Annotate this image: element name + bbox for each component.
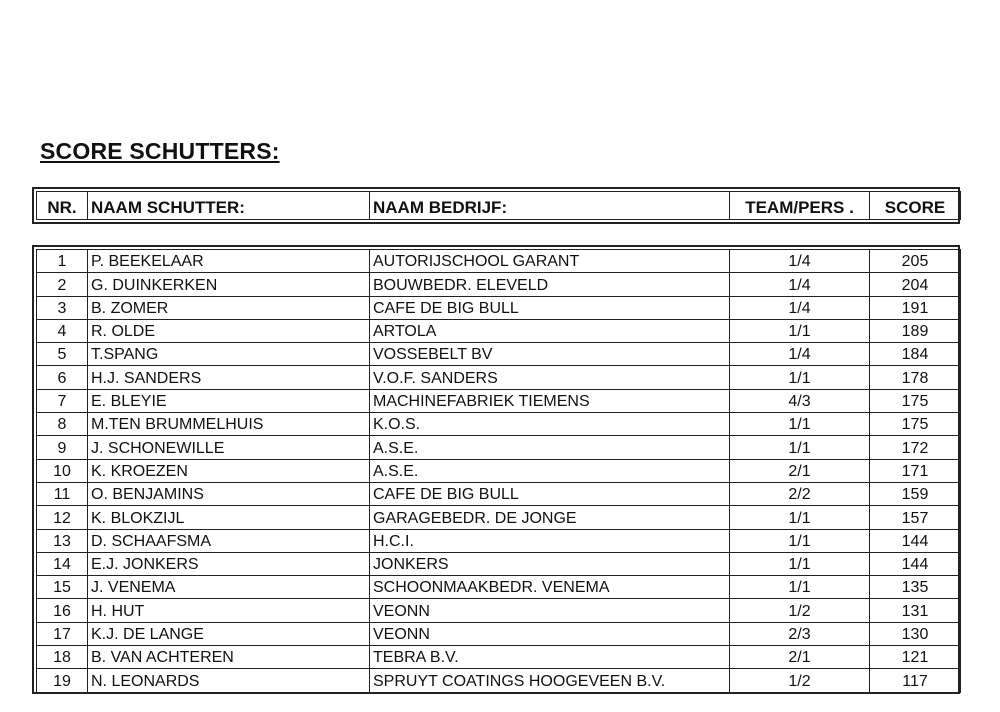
row-score: 191 [870, 296, 961, 319]
row-naam-schutter: O. BENJAMINS [88, 482, 370, 505]
row-naam-schutter: B. ZOMER [88, 296, 370, 319]
table-row [37, 459, 961, 482]
table-row [37, 436, 961, 459]
row-nr: 4 [37, 319, 88, 342]
row-team-pers: 1/1 [730, 529, 870, 552]
row-score: 159 [870, 482, 961, 505]
row-naam-bedrijf: MACHINEFABRIEK TIEMENS [370, 389, 730, 412]
row-nr: 11 [37, 482, 88, 505]
row-score: 117 [870, 669, 961, 692]
row-team-pers: 1/1 [730, 436, 870, 459]
row-nr: 8 [37, 413, 88, 436]
row-team-pers: 1/2 [730, 669, 870, 692]
table-row [37, 273, 961, 296]
header-score: SCORE [870, 192, 961, 220]
row-naam-bedrijf: AUTORIJSCHOOL GARANT [370, 250, 730, 273]
row-naam-bedrijf: VEONN [370, 599, 730, 622]
table-row [37, 622, 961, 645]
row-score: 130 [870, 622, 961, 645]
table-row [37, 506, 961, 529]
header-naam-schutter: NAAM SCHUTTER: [88, 192, 370, 220]
table-row [37, 529, 961, 552]
row-team-pers: 2/1 [730, 459, 870, 482]
table-row [37, 319, 961, 342]
row-naam-schutter: N. LEONARDS [88, 669, 370, 692]
row-naam-bedrijf: A.S.E. [370, 436, 730, 459]
row-naam-schutter: K. BLOKZIJL [88, 506, 370, 529]
row-score: 131 [870, 599, 961, 622]
row-nr: 7 [37, 389, 88, 412]
table-row [37, 343, 961, 366]
row-naam-bedrijf: ARTOLA [370, 319, 730, 342]
header-nr: NR. [37, 192, 88, 220]
header-team-pers: TEAM/PERS . [730, 192, 870, 220]
row-score: 144 [870, 552, 961, 575]
row-naam-bedrijf: VOSSEBELT BV [370, 343, 730, 366]
score-table [32, 245, 960, 694]
row-score: 144 [870, 529, 961, 552]
header-table [32, 187, 960, 224]
row-score: 204 [870, 273, 961, 296]
table-row [37, 669, 961, 692]
row-team-pers: 1/4 [730, 343, 870, 366]
table-row [37, 552, 961, 575]
row-naam-schutter: P. BEEKELAAR [88, 250, 370, 273]
row-naam-bedrijf: VEONN [370, 622, 730, 645]
row-nr: 9 [37, 436, 88, 459]
row-naam-bedrijf: SPRUYT COATINGS HOOGEVEEN B.V. [370, 669, 730, 692]
row-naam-bedrijf: BOUWBEDR. ELEVELD [370, 273, 730, 296]
row-naam-schutter: K.J. DE LANGE [88, 622, 370, 645]
row-naam-bedrijf: JONKERS [370, 552, 730, 575]
table-row [37, 389, 961, 412]
row-naam-schutter: H. HUT [88, 599, 370, 622]
row-team-pers: 2/1 [730, 646, 870, 669]
row-naam-bedrijf: CAFE DE BIG BULL [370, 296, 730, 319]
row-naam-bedrijf: H.C.I. [370, 529, 730, 552]
row-team-pers: 1/1 [730, 506, 870, 529]
row-team-pers: 1/4 [730, 273, 870, 296]
row-team-pers: 1/4 [730, 250, 870, 273]
row-nr: 14 [37, 552, 88, 575]
row-nr: 15 [37, 576, 88, 599]
row-nr: 17 [37, 622, 88, 645]
row-naam-schutter: K. KROEZEN [88, 459, 370, 482]
row-team-pers: 1/1 [730, 366, 870, 389]
row-naam-bedrijf: GARAGEBEDR. DE JONGE [370, 506, 730, 529]
row-naam-schutter: E. BLEYIE [88, 389, 370, 412]
row-naam-schutter: R. OLDE [88, 319, 370, 342]
table-row [37, 250, 961, 273]
row-team-pers: 4/3 [730, 389, 870, 412]
row-score: 172 [870, 436, 961, 459]
row-naam-schutter: D. SCHAAFSMA [88, 529, 370, 552]
row-score: 175 [870, 413, 961, 436]
row-nr: 12 [37, 506, 88, 529]
row-nr: 3 [37, 296, 88, 319]
row-naam-bedrijf: TEBRA B.V. [370, 646, 730, 669]
row-naam-bedrijf: A.S.E. [370, 459, 730, 482]
row-naam-bedrijf: K.O.S. [370, 413, 730, 436]
row-team-pers: 2/2 [730, 482, 870, 505]
table-row [37, 646, 961, 669]
row-naam-schutter: G. DUINKERKEN [88, 273, 370, 296]
row-nr: 10 [37, 459, 88, 482]
row-naam-schutter: J. VENEMA [88, 576, 370, 599]
row-score: 184 [870, 343, 961, 366]
row-score: 135 [870, 576, 961, 599]
row-team-pers: 1/1 [730, 552, 870, 575]
row-team-pers: 1/4 [730, 296, 870, 319]
row-score: 157 [870, 506, 961, 529]
row-score: 121 [870, 646, 961, 669]
row-nr: 19 [37, 669, 88, 692]
row-naam-bedrijf: SCHOONMAAKBEDR. VENEMA [370, 576, 730, 599]
row-team-pers: 1/1 [730, 576, 870, 599]
row-nr: 18 [37, 646, 88, 669]
row-score: 178 [870, 366, 961, 389]
row-nr: 1 [37, 250, 88, 273]
row-team-pers: 1/2 [730, 599, 870, 622]
row-team-pers: 1/1 [730, 319, 870, 342]
row-team-pers: 2/3 [730, 622, 870, 645]
row-naam-schutter: B. VAN ACHTEREN [88, 646, 370, 669]
row-nr: 16 [37, 599, 88, 622]
row-naam-schutter: E.J. JONKERS [88, 552, 370, 575]
row-naam-bedrijf: CAFE DE BIG BULL [370, 482, 730, 505]
row-nr: 5 [37, 343, 88, 366]
row-nr: 6 [37, 366, 88, 389]
row-naam-schutter: J. SCHONEWILLE [88, 436, 370, 459]
header-row [37, 192, 961, 220]
row-team-pers: 1/1 [730, 413, 870, 436]
row-score: 175 [870, 389, 961, 412]
row-nr: 13 [37, 529, 88, 552]
row-naam-bedrijf: V.O.F. SANDERS [370, 366, 730, 389]
table-row [37, 599, 961, 622]
table-row [37, 482, 961, 505]
row-score: 205 [870, 250, 961, 273]
table-row [37, 576, 961, 599]
table-row [37, 413, 961, 436]
table-row [37, 366, 961, 389]
row-naam-schutter: H.J. SANDERS [88, 366, 370, 389]
table-row [37, 296, 961, 319]
row-score: 189 [870, 319, 961, 342]
row-naam-schutter: M.TEN BRUMMELHUIS [88, 413, 370, 436]
row-naam-schutter: T.SPANG [88, 343, 370, 366]
row-score: 171 [870, 459, 961, 482]
row-nr: 2 [37, 273, 88, 296]
page-title: SCORE SCHUTTERS: [40, 138, 280, 164]
header-naam-bedrijf: NAAM BEDRIJF: [370, 192, 730, 220]
